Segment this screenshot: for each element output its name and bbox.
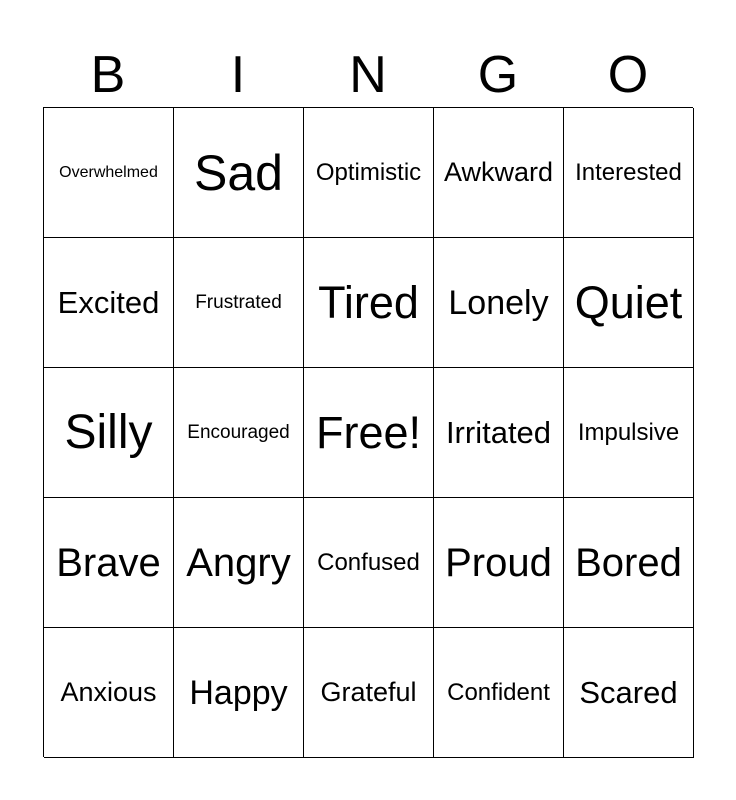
- bingo-cell-r3-c4[interactable]: Irritated: [434, 368, 564, 498]
- bingo-cell-r4-c5[interactable]: Bored: [564, 498, 694, 628]
- bingo-cell-r4-c4[interactable]: Proud: [434, 498, 564, 628]
- bingo-header: [43, 44, 693, 106]
- bingo-cell-r2-c3[interactable]: Tired: [304, 238, 434, 368]
- header-letter-g: G: [477, 46, 519, 104]
- bingo-cell-r3-c2[interactable]: Encouraged: [174, 368, 304, 498]
- header-letter-o: O: [607, 46, 649, 104]
- header-letter-n: N: [349, 46, 387, 104]
- bingo-cell-r1-c1[interactable]: Overwhelmed: [44, 108, 174, 238]
- bingo-cell-r1-c5[interactable]: Interested: [564, 108, 694, 238]
- header-letter-i: I: [230, 46, 246, 104]
- bingo-cell-r2-c4[interactable]: Lonely: [434, 238, 564, 368]
- bingo-cell-r2-c5[interactable]: Quiet: [564, 238, 694, 368]
- bingo-board: [43, 107, 693, 757]
- bingo-cell-r5-c4[interactable]: Confident: [434, 628, 564, 758]
- bingo-cell-r3-c1[interactable]: Silly: [44, 368, 174, 498]
- bingo-cell-r4-c1[interactable]: Brave: [44, 498, 174, 628]
- bingo-cell-r2-c2[interactable]: Frustrated: [174, 238, 304, 368]
- bingo-cell-r4-c2[interactable]: Angry: [174, 498, 304, 628]
- bingo-cell-r3-c5[interactable]: Impulsive: [564, 368, 694, 498]
- bingo-cell-r4-c3[interactable]: Confused: [304, 498, 434, 628]
- bingo-cell-r5-c5[interactable]: Scared: [564, 628, 694, 758]
- bingo-cell-r1-c3[interactable]: Optimistic: [304, 108, 434, 238]
- bingo-cell-r2-c1[interactable]: Excited: [44, 238, 174, 368]
- bingo-cell-r1-c4[interactable]: Awkward: [434, 108, 564, 238]
- bingo-cell-r3-c3 free-space[interactable]: Free!: [304, 368, 434, 498]
- bingo-cell-r5-c2[interactable]: Happy: [174, 628, 304, 758]
- header-letter-b: B: [90, 46, 126, 104]
- bingo-cell-r1-c2[interactable]: Sad: [174, 108, 304, 238]
- bingo-cell-r5-c1[interactable]: Anxious: [44, 628, 174, 758]
- bingo-cell-r5-c3[interactable]: Grateful: [304, 628, 434, 758]
